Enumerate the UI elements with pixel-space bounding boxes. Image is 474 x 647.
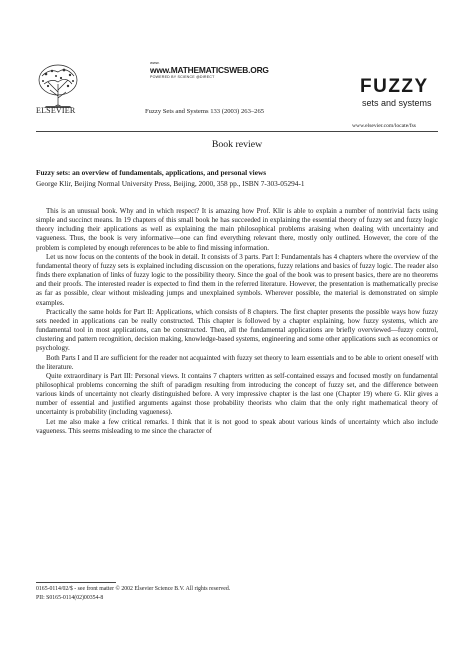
copyright-line: 0165-0114/02/$ - see front matter © 2002 Elsevier Science B.V. All rights reserved. [36, 586, 231, 592]
paragraph: Let me also make a few critical remarks. I think that it is not good to speak about various kinds of uncertainty which also include vagueness. This seems misleading to me since the character of [36, 417, 438, 435]
fuzzy-logo-subtitle: sets and systems [362, 98, 432, 108]
footer-divider [36, 582, 116, 583]
paragraph: This is an unusual book. Why and in which respect? It is amazing how Prof. Klir is able to explain a number of nontrivial facts using simple and succinct means. In 19 chapters of this small book he has succeeded in explaining the essential theory of fuzzy set and fuzzy logic theory including their applications as well as explaining the main philosophical problems araising when dealing with uncertainty and vagueness. Thus, the book is very informative—one can find everything relevant there, mostly only outlined. However, the core of the problem is completed by enough references to be able to find missing information. [36, 207, 438, 252]
journal-url: www.elsevier.com/locate/fss [352, 123, 416, 129]
mathweb-small-text: www. [150, 60, 160, 65]
review-bibliography: George Klir, Beijing Normal University Press, Beijing, 2000, 358 pp., ISBN 7-303-05294-1 [36, 179, 305, 188]
paragraph: Both Parts I and II are sufficient for the reader not acquainted with fuzzy set theory to learn essentials and to be able to orient oneself with the literature. [36, 353, 438, 371]
review-body [36, 207, 438, 436]
paragraph: Quite extraordinary is Part III: Personal views. It contains 7 chapters written as self-contained essays and focused mostly on fundamental philosophical problems concerning the shift of paradigm resulting from introducing the concept of fuzzy set, and the difference between various kinds of uncertainty not clearly distinguished before. A very impressive chapter is the last one (Chapter 19) where G. Klir gives a number of essential and justified arguments against those probability theorists who claim that the only right mathematical theory of uncertainty is probability (including vagueness). [36, 371, 438, 417]
publisher-label: ELSEVIER [36, 106, 76, 115]
paragraph: Let us now focus on the contents of the book in detail. It consists of 3 parts. Part I: Fundamentals has 4 chapters where the overview of the fundamental theory of fuzzy sets is explained including discussion on the operations, fuzzy relations and basics of fuzzy logic. The reader also finds there explanation of links of fuzzy logic to the possibility theory. Since the goal of the book was to present basics, there are no theorems and their proofs. The interested reader is expected to find them in the referred literature. However, the presentation is mathematically precise as far as possible, clear without misleading jumps and unexplained symbols. Wherever possible, the material is demonstrated on simple examples. [36, 252, 438, 307]
mathematicsweb-logo [150, 60, 280, 80]
section-title: Book review [211, 139, 263, 150]
mathweb-main-text: www.MATHEMATICSWEB.ORG [150, 65, 269, 75]
paragraph: Practically the same holds for Part II: Applications, which consists of 8 chapters. The first chapter presents the possible ways how fuzzy sets needed in applications can be really constructed. This chapter is followed by a chapter explaining, how fuzzy systems, which are fundamental tool in most applications, can be constructed. Then, all the fundamental applications are briefly overviewed—fuzzy control, clustering and pattern recognition, decision making, knowledge-based systems, engineering and some other applications such as economics or psychology. [36, 307, 438, 353]
review-title: Fuzzy sets: an overview of fundamentals, applications, and personal views [36, 168, 267, 177]
header-divider [36, 131, 438, 132]
pii-line: PII: S0165-0114(02)00354-8 [36, 594, 104, 601]
journal-reference: Fuzzy Sets and Systems 133 (2003) 263–265 [145, 108, 265, 115]
fuzzy-sets-journal-logo [358, 72, 438, 114]
copyright-footer [36, 585, 230, 602]
mathweb-powered-text: POWERED BY SCIENCE @DIRECT [150, 75, 215, 79]
fuzzy-logo-title: FUZZY [360, 76, 429, 97]
